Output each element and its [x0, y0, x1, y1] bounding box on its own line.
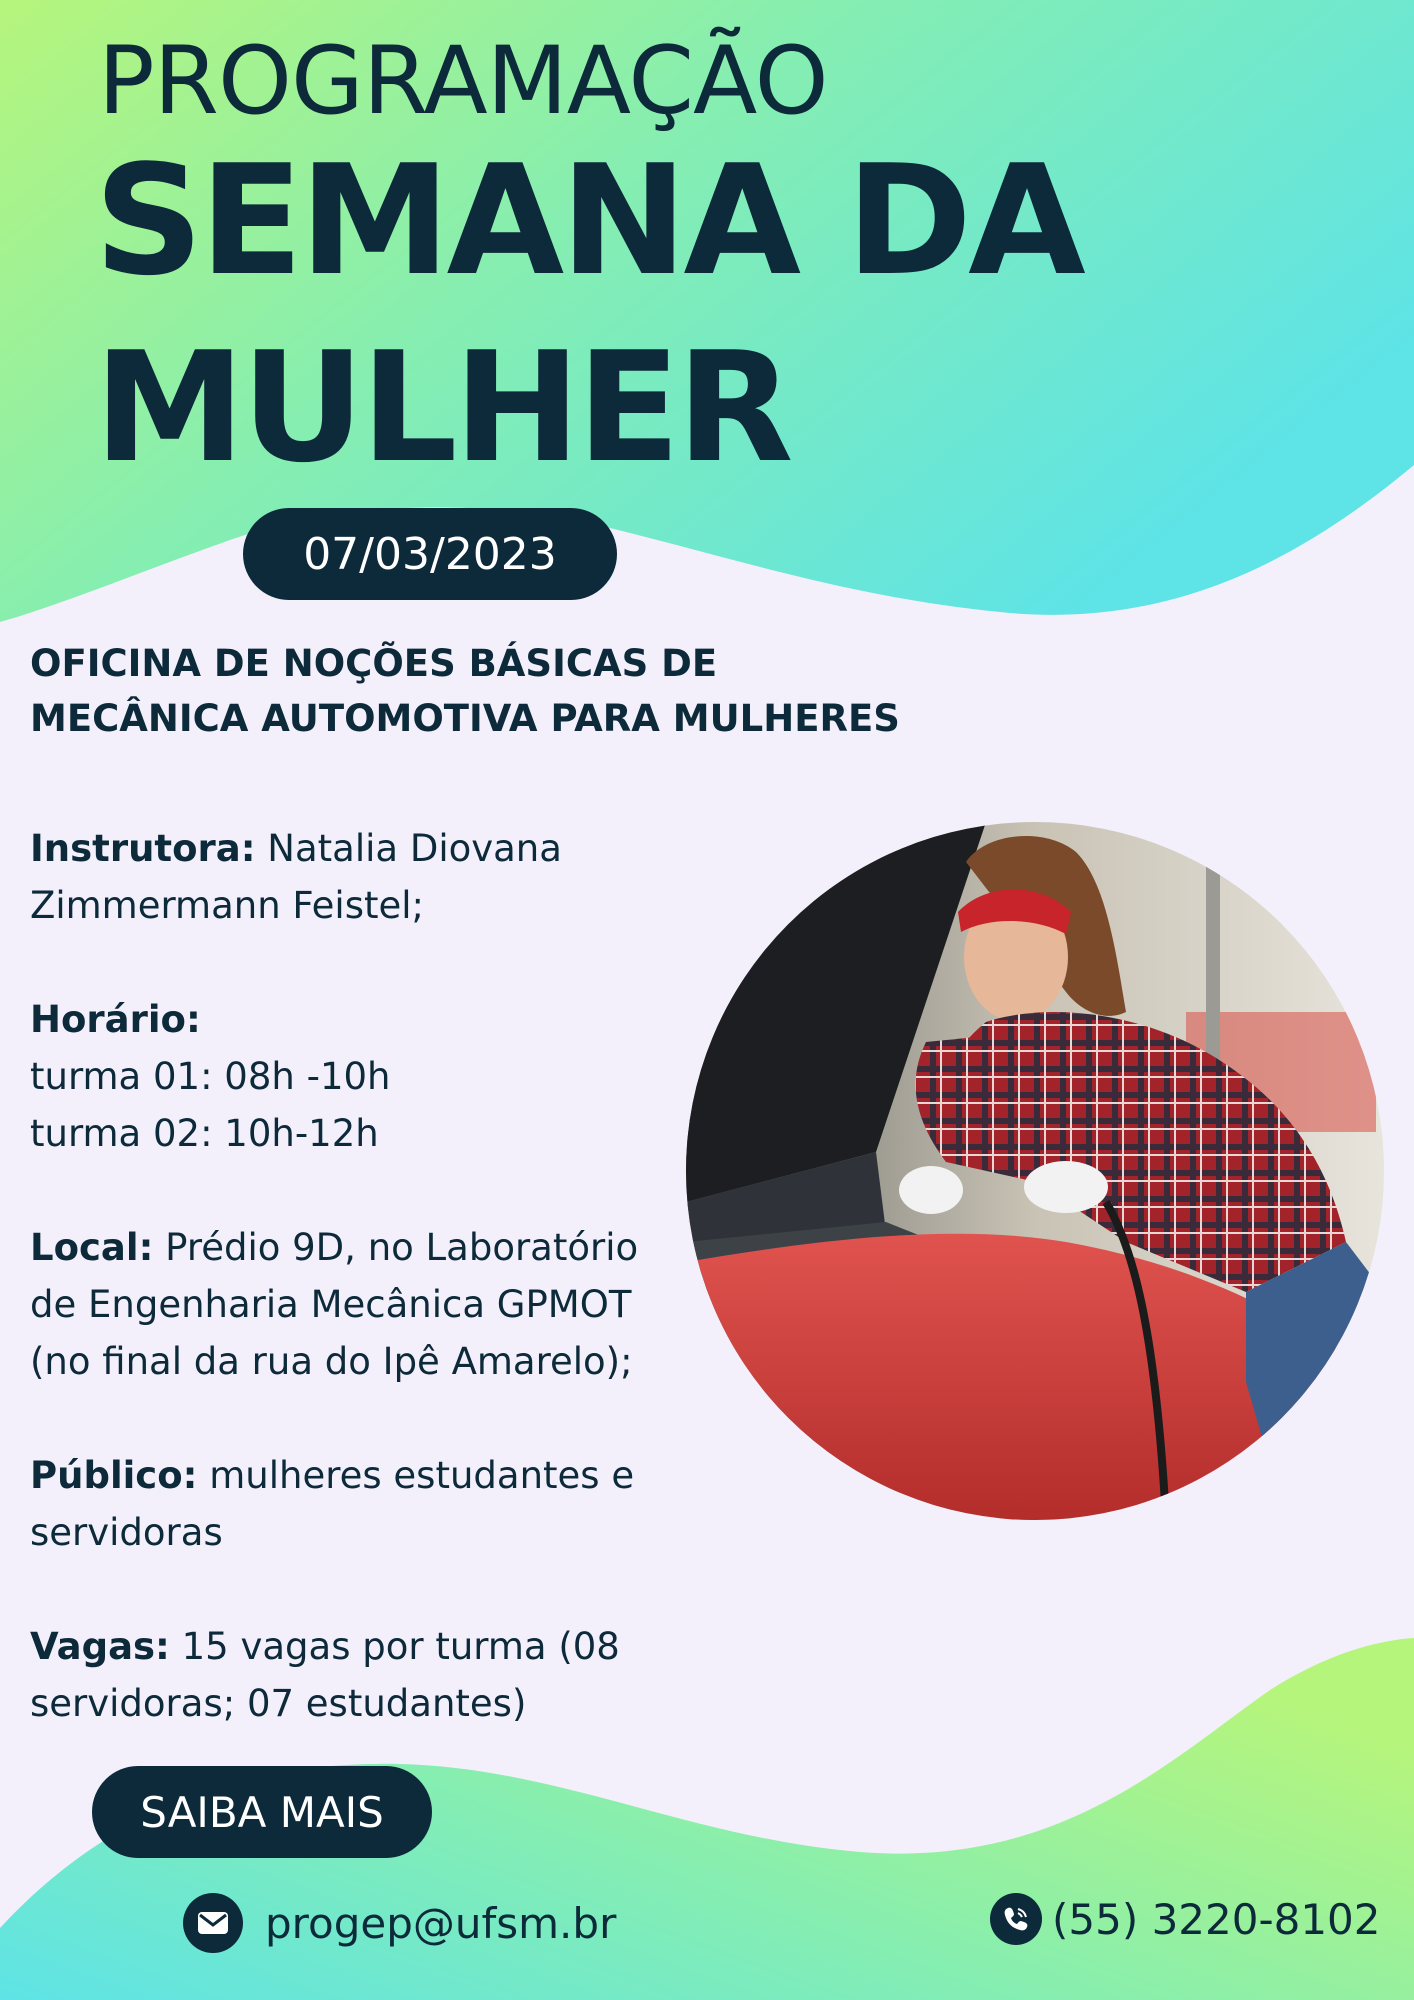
schedule-class-2: turma 02: 10h-12h	[30, 1112, 379, 1155]
instructor-info	[30, 820, 690, 934]
schedule-label: Horário:	[30, 998, 201, 1041]
location-info	[30, 1219, 690, 1390]
schedule-info	[30, 991, 690, 1162]
page-title	[94, 128, 1082, 502]
audience-value: mulheres estudantes e servidoras	[30, 1454, 635, 1554]
instructor-value: Natalia Diovana Zimmermann Feistel;	[30, 827, 562, 927]
slots-value: 15 vagas por turma (08 servidoras; 07 estudantes)	[30, 1625, 620, 1725]
date-badge: 07/03/2023	[243, 508, 617, 600]
event-details	[30, 820, 690, 1789]
workshop-title	[30, 636, 900, 746]
email-contact[interactable]	[183, 1893, 616, 1953]
workshop-title-line-1: OFICINA DE NOÇÕES BÁSICAS DE	[30, 642, 718, 685]
audience-info	[30, 1447, 690, 1561]
mechanic-photo	[686, 822, 1384, 1520]
schedule-class-1: turma 01: 08h -10h	[30, 1055, 391, 1098]
slots-info	[30, 1618, 690, 1732]
program-kicker: PROGRAMAÇÃO	[98, 27, 828, 136]
location-label: Local:	[30, 1226, 154, 1269]
learn-more-button[interactable]: SAIBA MAIS	[92, 1766, 432, 1858]
location-value: Prédio 9D, no Laboratório de Engenharia Mecânica GPMOT (no final da rua do Ipê Amarelo);	[30, 1226, 639, 1383]
phone-number: (55) 3220-8102	[1052, 1894, 1381, 1944]
phone-contact[interactable]	[990, 1893, 1381, 1945]
title-line-2: MULHER	[94, 318, 790, 496]
phone-icon	[990, 1893, 1042, 1945]
envelope-icon	[183, 1893, 243, 1953]
workshop-title-line-2: MECÂNICA AUTOMOTIVA PARA MULHERES	[30, 697, 900, 740]
slots-label: Vagas:	[30, 1625, 170, 1668]
email-address: progep@ufsm.br	[265, 1898, 617, 1948]
instructor-label: Instrutora:	[30, 827, 256, 870]
audience-label: Público:	[30, 1454, 198, 1497]
title-line-1: SEMANA DA	[94, 132, 1082, 309]
